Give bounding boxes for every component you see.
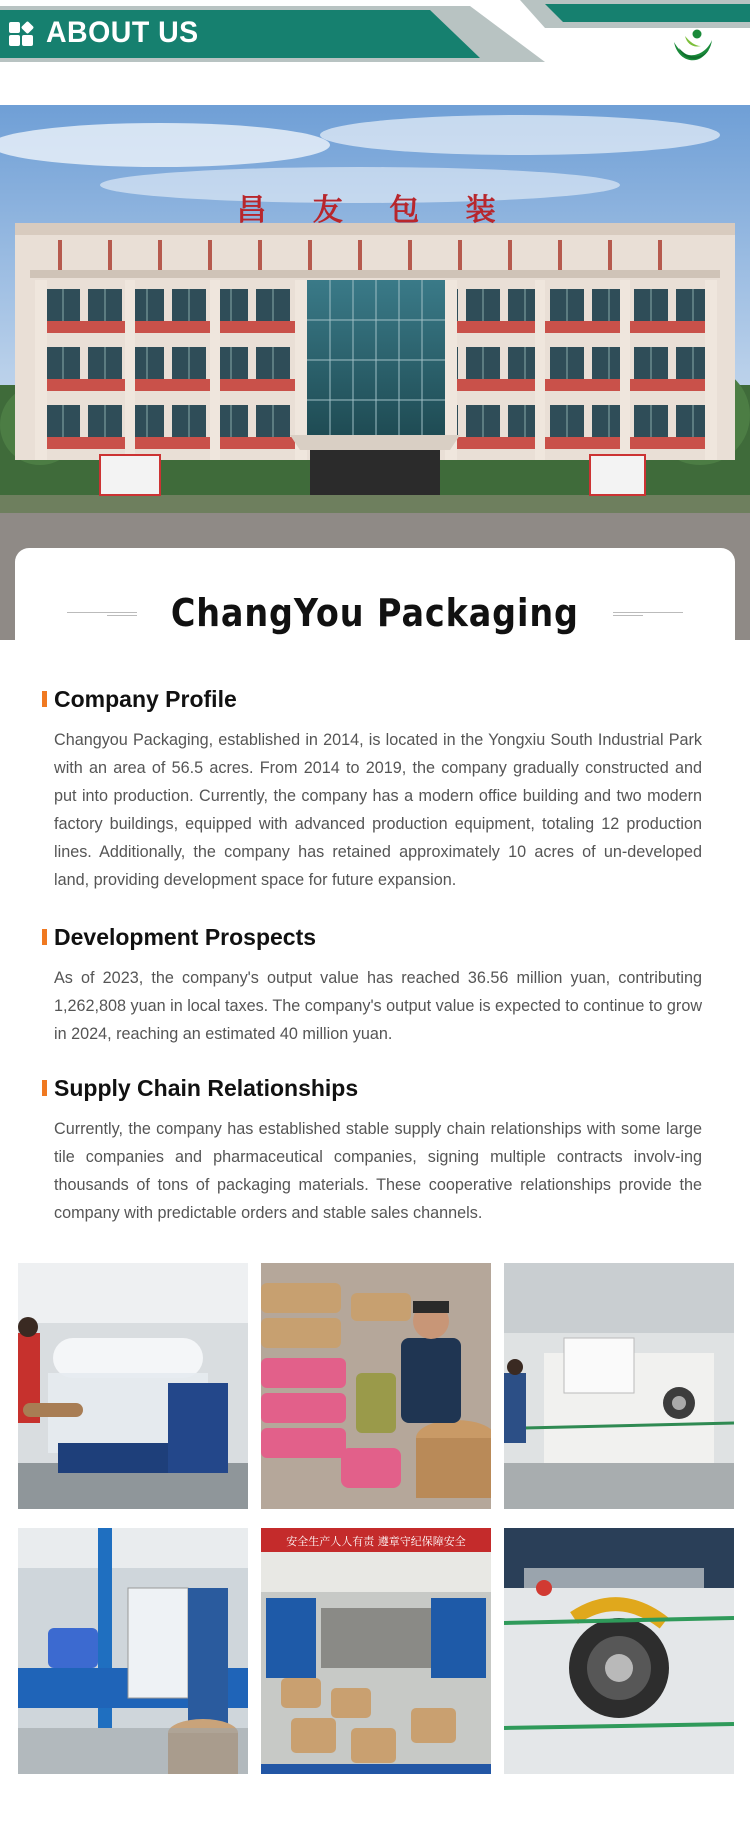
section-body: As of 2023, the company's output value has reached 36.56 million yuan, contributing 1,262,808 yuan in local taxes. The company's output value is expected to continue to grow in 2024, reaching an estimated 40 million yuan. (54, 969, 703, 1043)
section-supply-chain (42, 1073, 702, 1227)
section-company-profile (42, 684, 702, 894)
header-right-green-stripe (545, 4, 750, 22)
svg-text:安全生产人人有责 遵章守纪保障安全: 安全生产人人有责 遵章守纪保障安全 (286, 1535, 466, 1548)
section-heading: Supply Chain Relationships (42, 1073, 702, 1103)
strap-winding-photo (504, 1528, 734, 1774)
header-banner (0, 0, 750, 105)
grid-icon (9, 22, 34, 47)
building-sign: 昌 友 包 装 (236, 193, 514, 228)
changyou-logo-icon (671, 28, 715, 68)
strapping-line-photo (504, 1263, 734, 1509)
strap-coils-worker-photo (261, 1263, 491, 1509)
workshop-floor-photo (261, 1528, 491, 1774)
section-heading: Development Prospects (42, 922, 702, 952)
title-decor-left (67, 610, 137, 616)
film-roll-machine-photo (18, 1263, 248, 1509)
extruder-machine-photo (18, 1528, 248, 1774)
page-title: ABOUT US (46, 16, 199, 49)
title-card (15, 548, 735, 648)
company-name-heading: ChangYou Packaging (170, 591, 580, 635)
section-body: Changyou Packaging, established in 2014, is located in the Yongxiu South Industrial Park with an area of 56.5 acres. From 2014 to 2019, the company gradually constructed and put into production. Currently, the company has a modern office building and two modern factory buildings, equipped with advanced production equipment, totaling 12 production lines. Additionally, the company has retained approximately 10 acres of un-developed land, providing development space for future expansion. (54, 731, 702, 889)
section-body: Currently, the company has established stable supply chain relationships with some large tile companies and pharmaceutical companies, signing multiple contracts involv-ing thousands of tons of packaging materials. These cooperative relationships provide the company with predictable orders and stable sales channels. (54, 1120, 702, 1222)
section-heading: Company Profile (42, 684, 702, 714)
title-row (15, 588, 735, 638)
title-decor-right (613, 610, 683, 616)
section-development-prospects (42, 922, 702, 1048)
